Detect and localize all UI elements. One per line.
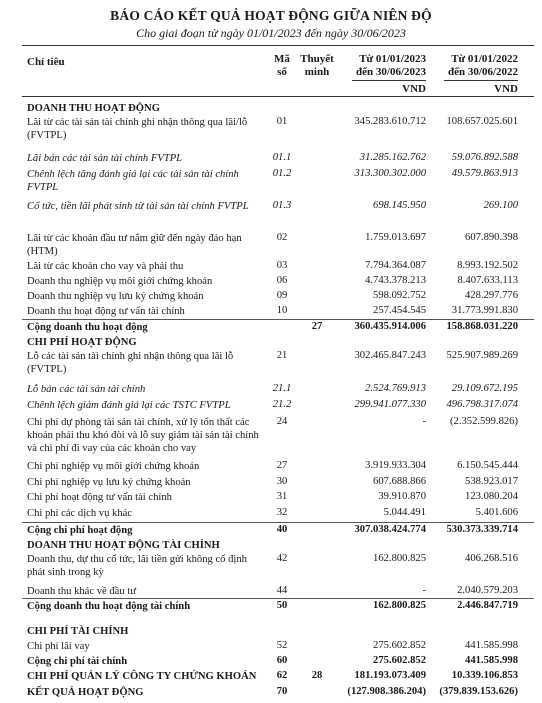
row-label: Chi phí dự phòng tài sản tài chính, xử lý tổn thất các khoản phải thu khó đòi và lỗ suy giảm tài sản tài chính và chi phí đi vay của các khoản cho vay: [27, 417, 259, 455]
row-code: 40: [276, 524, 288, 535]
row-code: 01: [276, 116, 288, 127]
row-value-2023: 313.300.302.000: [354, 168, 426, 179]
row-code: 27: [276, 460, 288, 471]
report-title: BÁO CÁO KẾT QUẢ HOẠT ĐỘNG GIỮA NIÊN ĐỘ: [110, 8, 432, 23]
row-value-2022: 525.907.989.269: [446, 350, 518, 361]
row-value-2023: 2.524.769.913: [365, 383, 426, 394]
row-code: 21.2: [272, 399, 292, 410]
row-label: CHI PHÍ TÀI CHÍNH: [27, 626, 129, 637]
row-label: Chi phí nghiệp vụ môi giới chứng khoán: [27, 461, 200, 472]
row-value-2022: 406.268.516: [465, 553, 518, 564]
row-code: 60: [276, 655, 288, 666]
row-value-2022: 269.100: [483, 200, 518, 211]
row-label: CHI PHÍ QUẢN LÝ CÔNG TY CHỨNG KHOÁN: [27, 671, 257, 682]
row-label: CHI PHÍ HOẠT ĐỘNG: [27, 337, 137, 348]
header-period-2023: [336, 53, 426, 96]
row-label: Lãi bán các tài sản tài chính FVTPL: [27, 153, 183, 164]
row-value-2022: 49.579.863.913: [451, 168, 518, 179]
subtotal-rule: [22, 319, 534, 320]
row-code: 21: [276, 350, 288, 361]
row-value-2022: 530.373.339.714: [446, 524, 518, 535]
row-value-2023: 7.794.364.087: [365, 260, 426, 271]
row-value-2022: (2.352.599.826): [450, 416, 518, 427]
row-value-2022: 2.040.579.203: [457, 585, 518, 596]
row-label: Lãi từ các tài sản tài chính ghi nhận thông qua lãi/lỗ (FVTPL): [27, 117, 248, 142]
row-code: 09: [276, 290, 288, 301]
row-value-2023: 257.454.545: [373, 305, 426, 316]
header-ma-so: [266, 53, 298, 79]
header-2023-rule: [352, 80, 426, 81]
row-label: Cộng chi phí hoạt động: [27, 525, 133, 536]
row-value-2022: 31.773.991.830: [451, 305, 518, 316]
header-ma-so-line1: Mã: [274, 53, 290, 65]
row-value-2022: (379.839.153.626): [439, 686, 518, 697]
row-value-2022: 123.080.204: [465, 491, 518, 502]
row-value-2023: 598.092.752: [373, 290, 426, 301]
row-label: DOANH THU HOẠT ĐỘNG TÀI CHÍNH: [27, 540, 220, 551]
row-label: Cộng doanh thu hoạt động tài chính: [27, 601, 191, 612]
row-value-2022: 5.401.606: [475, 507, 518, 518]
header-2022-line1: Từ 01/01/2022: [451, 53, 518, 65]
row-value-2022: 428.297.776: [465, 290, 518, 301]
row-value-2022: 108.657.025.601: [446, 116, 518, 127]
header-2022-unit: VND: [494, 83, 518, 95]
header-thuyet-minh-line1: Thuyết: [300, 53, 334, 65]
subtotal-rule: [22, 522, 534, 523]
row-code: 62: [276, 670, 288, 681]
row-value-2023: 307.038.424.774: [354, 524, 426, 535]
row-code: 06: [276, 275, 288, 286]
row-value-2023: -: [422, 585, 426, 596]
row-code: 01.1: [272, 152, 292, 163]
row-value-2023: 345.283.610.712: [354, 116, 426, 127]
row-value-2022: 59.076.892.588: [451, 152, 518, 163]
row-code: 10: [276, 305, 288, 316]
row-label: Doanh thu nghiệp vụ lưu ký chứng khoán: [27, 291, 204, 302]
report-subtitle: Cho giai đoạn từ ngày 01/01/2023 đến ngày 30/06/2023: [136, 26, 406, 40]
row-value-2023: (127.908.386.204): [347, 686, 426, 697]
row-label: Cộng chi phí tài chính: [27, 656, 128, 667]
row-label: Chênh lệch tăng đánh giá lại các tài sản tài chính FVTPL: [27, 169, 239, 194]
row-label: Cộng doanh thu hoạt động: [27, 322, 148, 333]
row-label: KẾT QUẢ HOẠT ĐỘNG: [27, 687, 144, 698]
header-thuyet-minh-line2: minh: [304, 66, 330, 78]
row-value-2022: 6.150.545.444: [457, 460, 518, 471]
row-label: Chi phí hoạt động tư vấn tài chính: [27, 492, 172, 503]
row-code: 24: [276, 416, 288, 427]
row-value-2022: 538.923.017: [465, 476, 518, 487]
row-code: 50: [276, 600, 288, 611]
row-code: 01.3: [272, 200, 292, 211]
row-value-2022: 2.446.847.719: [457, 600, 518, 611]
header-2022-line2: đến 30/06/2022: [448, 66, 518, 78]
header-2022-rule: [444, 80, 518, 81]
row-value-2022: 10.339.106.853: [451, 670, 518, 681]
row-value-2022: 607.890.398: [465, 232, 518, 243]
row-label: Lãi từ các khoản đầu tư nắm giữ đến ngày đáo hạn (HTM): [27, 233, 242, 258]
row-value-2022: 29.109.672.195: [451, 383, 518, 394]
row-value-2023: 302.465.847.243: [354, 350, 426, 361]
row-code: 31: [276, 491, 288, 502]
row-code: 30: [276, 476, 288, 487]
row-code: 44: [276, 585, 288, 596]
row-value-2023: 181.193.073.409: [354, 670, 426, 681]
row-label: Chi phí lãi vay: [27, 641, 90, 652]
row-value-2022: 8.407.633.113: [457, 275, 518, 286]
row-code: 21.1: [272, 383, 292, 394]
row-label: Lỗ bán các tài sản tài chính: [27, 384, 146, 395]
header-ma-so-line2: số: [277, 66, 287, 78]
row-value-2023: 5.044.491: [383, 507, 426, 518]
row-value-2023: 698.145.950: [373, 200, 426, 211]
row-value-2023: 299.941.077.330: [354, 399, 426, 410]
header-bottom-rule: [22, 96, 534, 97]
row-value-2023: -: [422, 416, 426, 427]
header-chi-tieu: Chỉ tiêu: [27, 56, 65, 68]
subtotal-rule: [22, 598, 534, 599]
header-period-2022: [430, 53, 518, 96]
row-code: 70: [276, 686, 288, 697]
header-2023-unit: VND: [402, 83, 426, 95]
row-label: DOANH THU HOẠT ĐỘNG: [27, 103, 160, 114]
row-value-2023: 360.435.914.006: [354, 321, 426, 332]
row-value-2023: 3.919.933.304: [365, 460, 426, 471]
row-value-2023: 39.910.870: [378, 491, 426, 502]
row-value-2023: 275.602.852: [373, 640, 426, 651]
row-value-2023: 162.800.825: [373, 600, 426, 611]
row-label: Chi phí nghiệp vụ lưu ký chứng khoán: [27, 477, 191, 488]
row-value-2022: 158.868.031.220: [446, 321, 518, 332]
row-label: Doanh thu, dự thu cổ tức, lãi tiền gửi không cố định phát sinh trong kỳ: [27, 554, 247, 579]
row-code: 01.2: [272, 168, 292, 179]
row-label: Chênh lệch giảm đánh giá lại các TSTC FVTPL: [27, 400, 231, 411]
row-code: 03: [276, 260, 288, 271]
row-value-2022: 441.585.998: [465, 640, 518, 651]
row-label: Doanh thu hoạt động tư vấn tài chính: [27, 306, 185, 317]
header-2023-line1: Từ 01/01/2023: [359, 53, 426, 65]
row-value-2023: 31.285.162.762: [359, 152, 426, 163]
header-2023-line2: đến 30/06/2023: [356, 66, 426, 78]
row-label: Doanh thu khác về đầu tư: [27, 586, 136, 597]
row-label: Cổ tức, tiền lãi phát sinh từ tài sản tài chính FVTPL: [27, 201, 249, 212]
row-value-2023: 275.602.852: [373, 655, 426, 666]
row-code: 42: [276, 553, 288, 564]
row-value-2023: 607.688.866: [373, 476, 426, 487]
row-label: Lãi từ các khoản cho vay và phải thu: [27, 261, 184, 272]
header-thuyet-minh: [296, 53, 338, 79]
row-code: 32: [276, 507, 288, 518]
row-label: Lỗ các tài sản tài chính ghi nhận thông qua lãi lỗ (FVTPL): [27, 351, 234, 376]
row-value-2023: 162.800.825: [373, 553, 426, 564]
header-top-rule: [22, 45, 534, 46]
row-code: 02: [276, 232, 288, 243]
row-value-2022: 8.993.192.502: [457, 260, 518, 271]
row-label: Chi phí các dịch vụ khác: [27, 508, 133, 519]
row-value-2022: 441.585.998: [465, 655, 518, 666]
row-value-2022: 496.798.317.074: [446, 399, 518, 410]
row-value-2023: 1.759.013.697: [365, 232, 426, 243]
row-note: 28: [311, 670, 323, 681]
row-note: 27: [311, 321, 323, 332]
row-value-2023: 4.743.378.213: [365, 275, 426, 286]
row-label: Doanh thu nghiệp vụ môi giới chứng khoán: [27, 276, 213, 287]
row-code: 52: [276, 640, 288, 651]
